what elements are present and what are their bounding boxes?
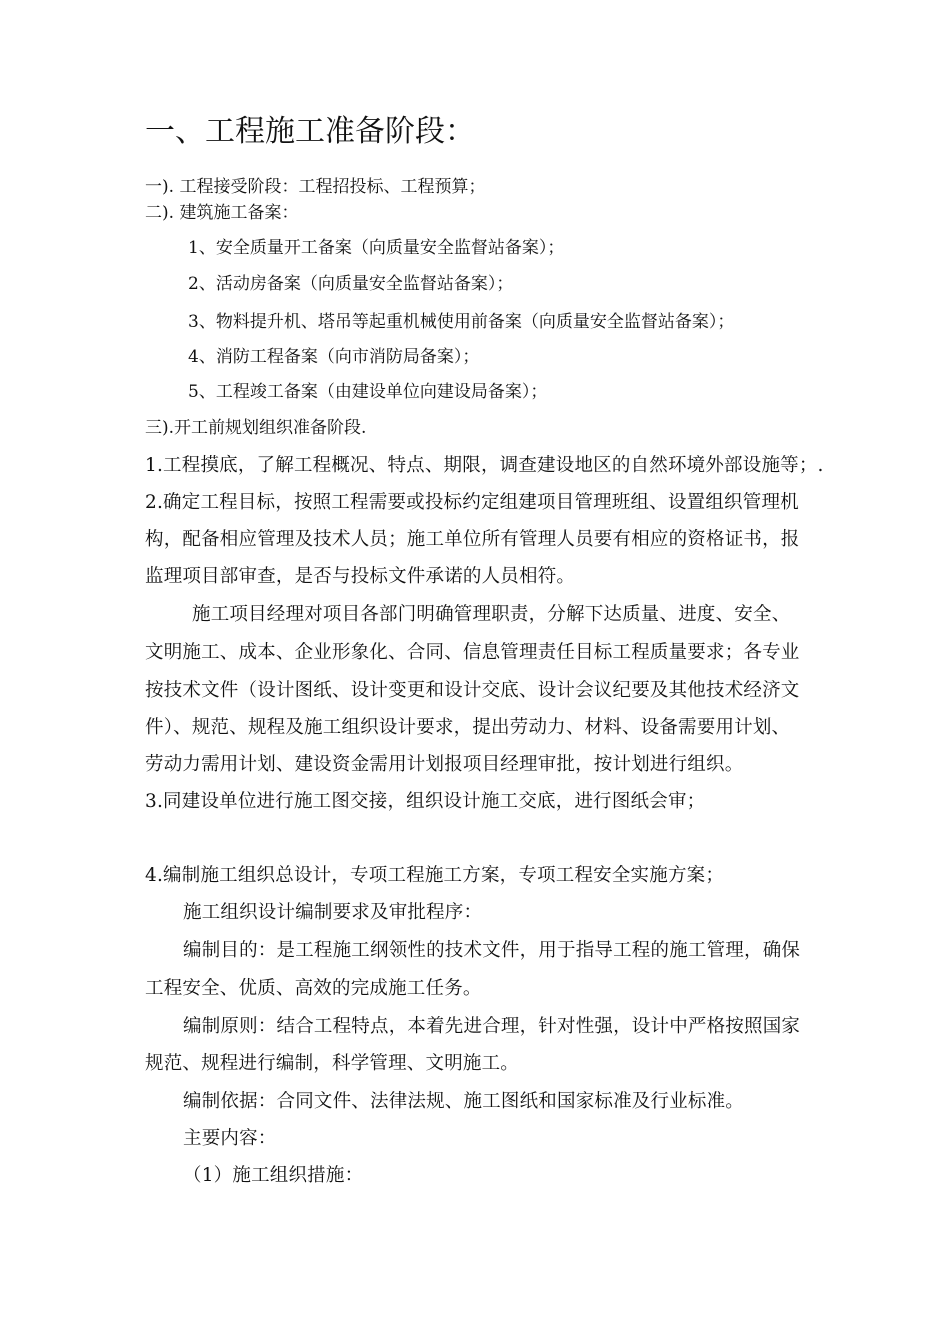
filing-item-5: 5、工程竣工备案（由建设单位向建设局备案）； [188, 382, 548, 402]
paragraph-7-line-1: 编制目的：是工程施工纲领性的技术文件，用于指导工程的施工管理，确保 [183, 940, 801, 961]
paragraph-3-line-2: 文明施工、成本、企业形象化、合同、信息管理责任目标工程质量要求；各专业 [145, 642, 800, 663]
filing-item-1: 1、安全质量开工备案（向质量安全监督站备案）； [188, 238, 565, 258]
paragraph-11: （1）施工组织措施： [183, 1165, 364, 1186]
filing-item-4: 4、消防工程备案（向市消防局备案）； [188, 347, 480, 367]
paragraph-5: 4.编制施工组织总设计，专项工程施工方案，专项工程安全实施方案； [145, 865, 725, 886]
filing-item-2: 2、活动房备案（向质量安全监督站备案）； [188, 274, 514, 294]
paragraph-10: 主要内容： [183, 1128, 277, 1149]
filing-item-3: 3、物料提升机、塔吊等起重机械使用前备案（向质量安全监督站备案）； [188, 312, 735, 332]
paragraph-2-line-1: 2.确定工程目标，按照工程需要或投标约定组建项目管理班组、设置组织管理机 [145, 492, 799, 513]
paragraph-1: 1.工程摸底，了解工程概况、特点、期限，调查建设地区的自然环境外部设施等；. [145, 455, 824, 476]
paragraph-3-line-5: 劳动力需用计划、建设资金需用计划报项目经理审批，按计划进行组织。 [145, 754, 744, 775]
paragraph-3-line-1: 施工项目经理对项目各部门明确管理职责，分解下达质量、进度、安全、 [192, 604, 791, 625]
paragraph-2-line-2: 构，配备相应管理及技术人员；施工单位所有管理人员要有相应的资格证书，报 [145, 529, 800, 550]
paragraph-8-line-2: 规范、规程进行编制，科学管理、文明施工。 [145, 1053, 520, 1074]
section-3-heading: 三).开工前规划组织准备阶段. [145, 418, 367, 438]
section-1-heading: 一). 工程接受阶段：工程招投标、工程预算； [145, 177, 486, 197]
paragraph-3-line-4: 件）、规范、规程及施工组织设计要求，提出劳动力、材料、设备需要用计划、 [145, 717, 791, 738]
paragraph-8-line-1: 编制原则：结合工程特点，本着先进合理，针对性强，设计中严格按照国家 [183, 1016, 801, 1037]
paragraph-2-line-3: 监理项目部审查，是否与投标文件承诺的人员相符。 [145, 566, 576, 587]
paragraph-7-line-2: 工程安全、优质、高效的完成施工任务。 [145, 978, 482, 999]
section-2-heading: 二). 建筑施工备案： [145, 203, 299, 223]
paragraph-9: 编制依据：合同文件、法律法规、施工图纸和国家标准及行业标准。 [183, 1091, 745, 1112]
page-title: 一、工程施工准备阶段： [145, 114, 475, 149]
paragraph-6: 施工组织设计编制要求及审批程序： [183, 902, 483, 923]
paragraph-3-line-3: 按技术文件（设计图纸、设计变更和设计交底、设计会议纪要及其他技术经济文 [145, 680, 800, 701]
paragraph-4: 3.同建设单位进行施工图交接，组织设计施工交底，进行图纸会审； [145, 791, 706, 812]
